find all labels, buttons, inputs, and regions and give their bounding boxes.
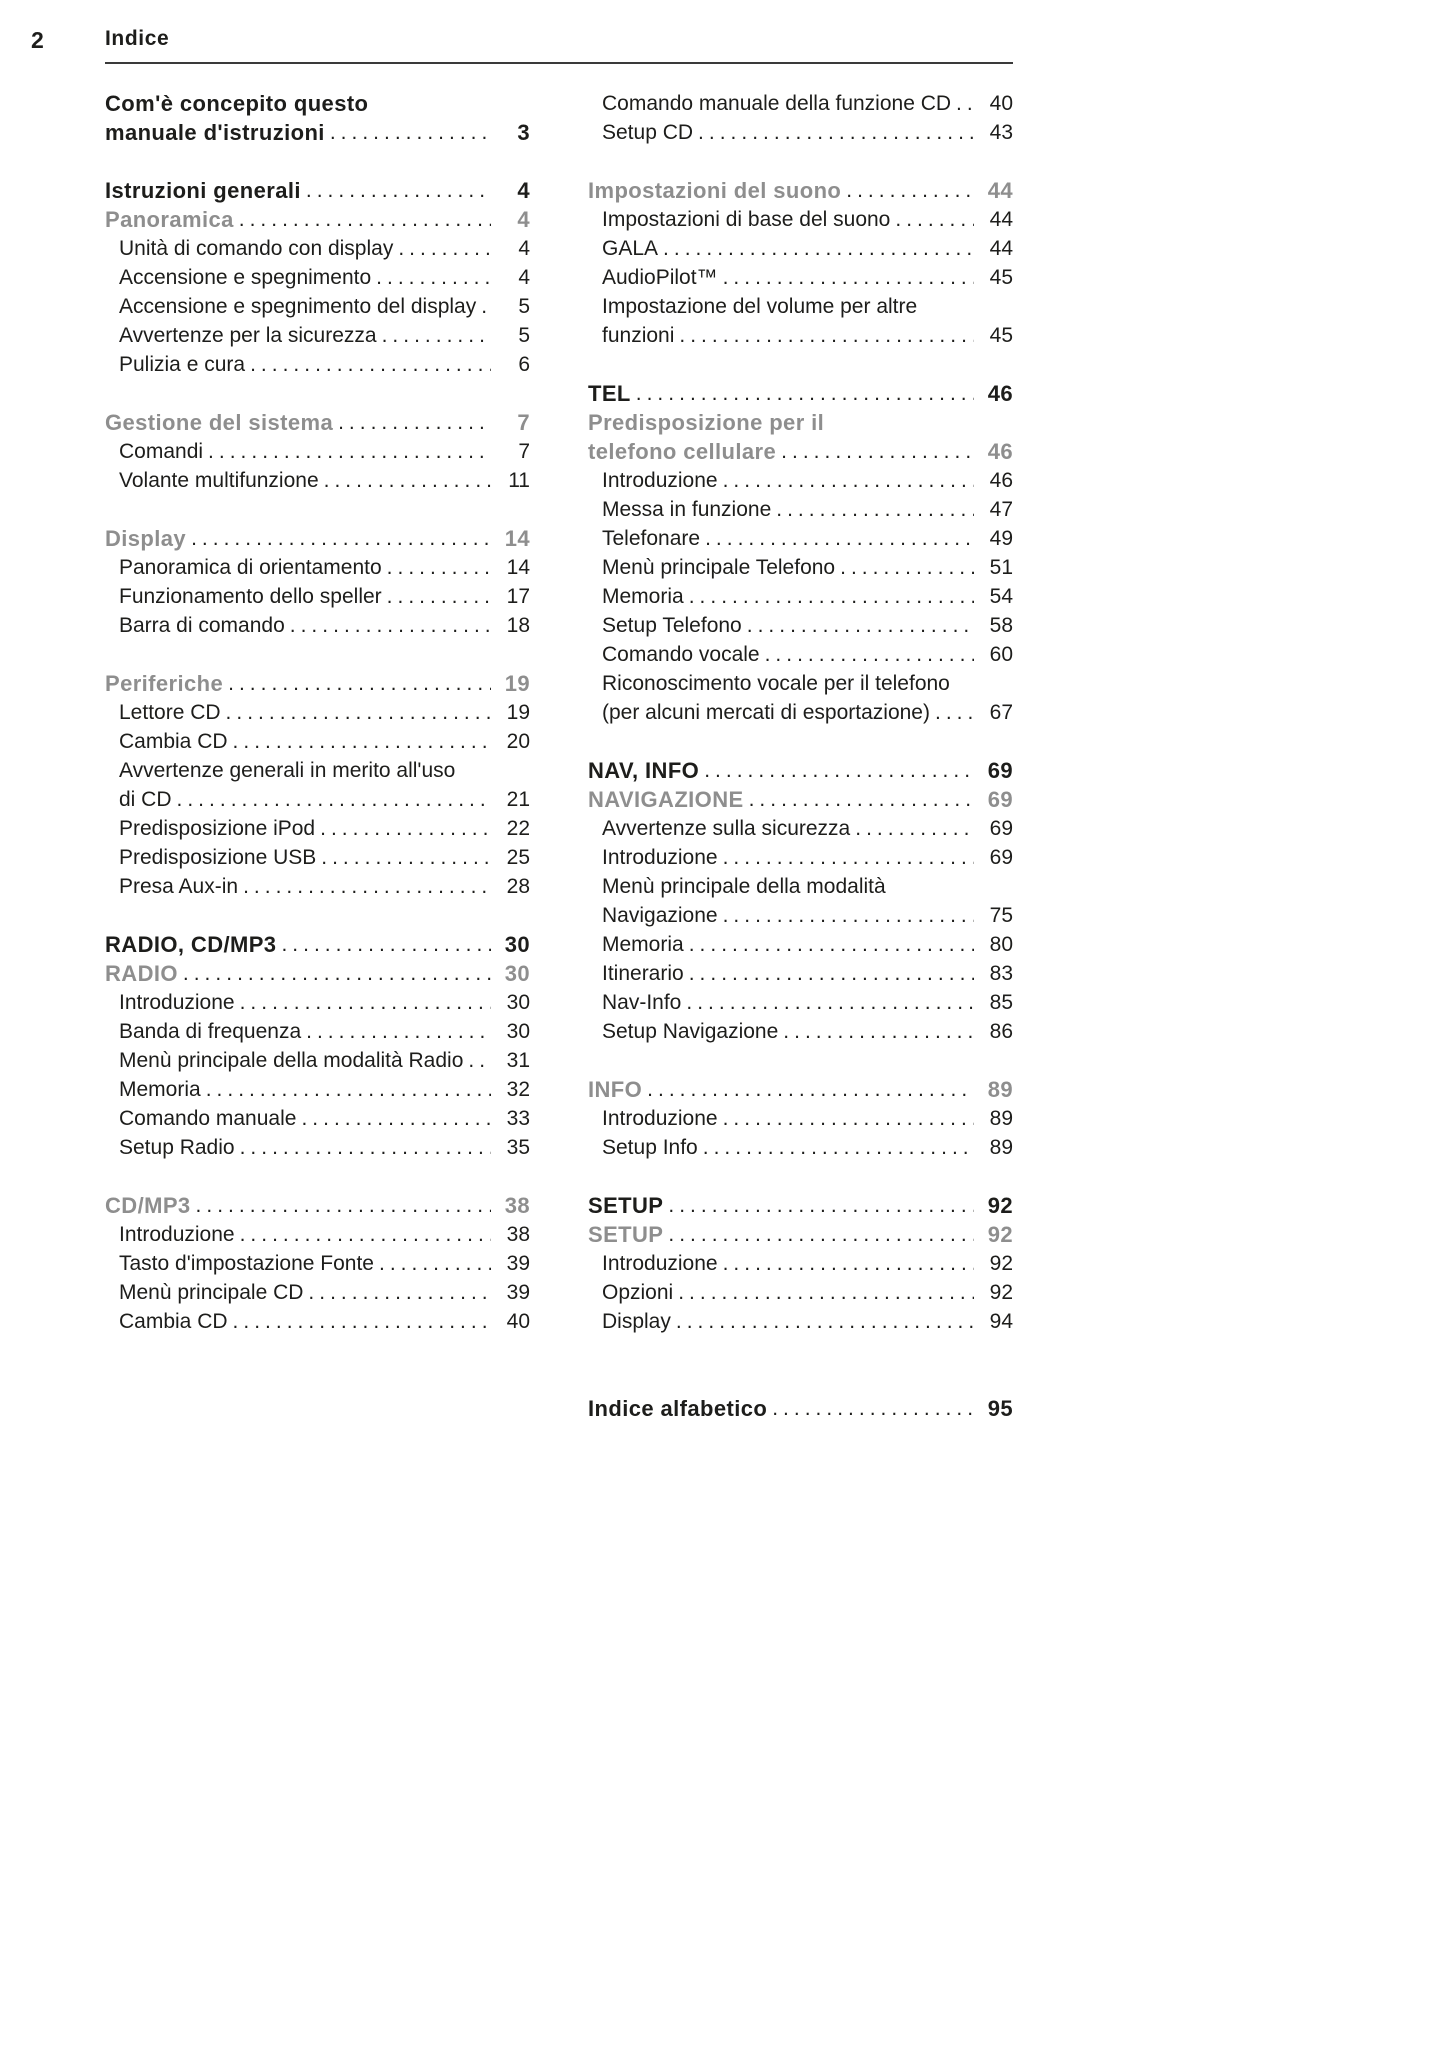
toc-dot-leader — [206, 1075, 491, 1104]
toc-entry-page: 94 — [989, 1310, 1013, 1333]
toc-entry — [588, 205, 1013, 234]
toc-entry-label: Predisposizione iPod — [119, 817, 316, 840]
toc-entry-label: Presa Aux-in — [119, 875, 239, 898]
toc-entry — [105, 930, 530, 959]
toc-entry — [588, 1017, 1013, 1046]
toc-entry — [588, 582, 1013, 611]
toc-dot-leader — [895, 205, 974, 234]
toc-entry-label: Unità di comando con display — [119, 237, 394, 260]
toc-entry-label: Comando vocale — [602, 643, 760, 666]
toc-entry-page: 18 — [506, 614, 530, 637]
toc-entry — [105, 814, 530, 843]
toc-entry — [588, 495, 1013, 524]
toc-dot-leader — [723, 263, 974, 292]
toc-entry-page: 46 — [989, 469, 1013, 492]
toc-entry-page: 38 — [506, 1223, 530, 1246]
toc-entry-label: Periferiche — [105, 671, 224, 696]
toc-entry-label: funzioni — [602, 324, 675, 347]
toc-entry-page: 83 — [989, 962, 1013, 985]
toc-entry-page: 92 — [989, 1252, 1013, 1275]
toc-dot-leader — [382, 321, 491, 350]
toc-entry-page: 89 — [987, 1077, 1013, 1102]
toc-entry-label: Panoramica — [105, 207, 234, 232]
toc-entry — [105, 437, 530, 466]
toc-entry — [105, 118, 530, 147]
toc-entry-page: 40 — [989, 92, 1013, 115]
toc-entry-page: 32 — [506, 1078, 530, 1101]
toc-entry — [105, 611, 530, 640]
toc-entry-page: 7 — [517, 410, 530, 435]
toc-dot-leader — [663, 234, 974, 263]
toc-dot-leader — [676, 1307, 974, 1336]
toc-entry-label: Setup Radio — [119, 1136, 235, 1159]
toc-dot-leader — [855, 814, 974, 843]
toc-entry-page: 31 — [506, 1049, 530, 1072]
toc-entry-label: AudioPilot™ — [602, 266, 718, 289]
toc-dot-leader — [233, 1307, 491, 1336]
toc-dot-leader — [281, 930, 491, 959]
toc-entry-page: 14 — [506, 556, 530, 579]
toc-entry-label: Telefonare — [602, 527, 701, 550]
toc-entry-label: Introduzione — [602, 1107, 718, 1130]
toc-entry — [588, 89, 1013, 118]
toc-entry — [588, 756, 1013, 785]
toc-entry-page: 33 — [506, 1107, 530, 1130]
toc-entry-label: Memoria — [602, 585, 684, 608]
toc-entry-page: 25 — [506, 846, 530, 869]
toc-entry — [105, 176, 530, 205]
toc-entry-page: 6 — [518, 353, 530, 376]
toc-dot-leader — [240, 988, 491, 1017]
page-header — [0, 0, 1444, 64]
toc-entry-page: 49 — [989, 527, 1013, 550]
toc-entry-page: 3 — [517, 120, 530, 145]
toc-entry-page: 92 — [989, 1281, 1013, 1304]
toc-entry — [588, 843, 1013, 872]
toc-entry-page: 85 — [989, 991, 1013, 1014]
toc-entry-page: 45 — [989, 324, 1013, 347]
toc-dot-leader — [749, 785, 974, 814]
page-number: 2 — [31, 27, 44, 53]
toc-entry-label: Introduzione — [602, 1252, 718, 1275]
toc-entry — [105, 1133, 530, 1162]
toc-entry — [588, 901, 1013, 930]
toc-entry-label: CD/MP3 — [105, 1193, 191, 1218]
toc-entry — [105, 988, 530, 1017]
toc-dot-leader — [686, 988, 974, 1017]
toc-entry — [588, 814, 1013, 843]
toc-dot-leader — [689, 582, 974, 611]
toc-entry-label: Setup Navigazione — [602, 1020, 779, 1043]
toc-dot-leader — [240, 1133, 491, 1162]
toc-dot-leader — [935, 698, 974, 727]
toc-entry-label: Istruzioni generali — [105, 178, 301, 203]
toc-dot-leader — [956, 89, 974, 118]
toc-dot-leader — [301, 1104, 491, 1133]
toc-entry-label: Cambia CD — [119, 1310, 228, 1333]
toc-entry — [588, 1307, 1013, 1336]
toc-entry-label: Comando manuale — [119, 1107, 297, 1130]
toc-entry-page: 92 — [987, 1222, 1013, 1247]
toc-entry — [105, 727, 530, 756]
toc-dot-leader — [240, 1220, 491, 1249]
toc-entry-page: 67 — [989, 701, 1013, 724]
toc-entry — [105, 1220, 530, 1249]
toc-entry-label: Setup Telefono — [602, 614, 742, 637]
toc-entry-label: Menù principale CD — [119, 1281, 304, 1304]
toc-entry-label: Itinerario — [602, 962, 684, 985]
toc-entry-page: 38 — [504, 1193, 530, 1218]
toc-entry-page: 30 — [504, 961, 530, 986]
toc-dot-leader — [723, 466, 974, 495]
toc-dot-leader — [723, 843, 974, 872]
toc-entry — [588, 988, 1013, 1017]
toc-entry — [588, 1075, 1013, 1104]
toc-dot-leader — [177, 785, 491, 814]
header-rule — [105, 62, 1013, 64]
toc-entry-label: Pulizia e cura — [119, 353, 246, 376]
toc-dot-leader — [306, 1017, 491, 1046]
toc-entry — [105, 1075, 530, 1104]
toc-entry — [588, 611, 1013, 640]
toc-entry — [105, 756, 530, 785]
toc-dot-leader — [679, 321, 974, 350]
toc-entry-label: Funzionamento dello speller — [119, 585, 382, 608]
toc-dot-leader — [723, 1104, 974, 1133]
toc-entry — [588, 1133, 1013, 1162]
toc-dot-leader — [678, 1278, 974, 1307]
toc-dot-leader — [668, 1191, 974, 1220]
toc-entry — [105, 321, 530, 350]
toc-dot-leader — [840, 553, 974, 582]
toc-entry — [588, 1220, 1013, 1249]
toc-dot-leader — [387, 553, 491, 582]
toc-entry — [105, 466, 530, 495]
toc-dot-leader — [320, 814, 491, 843]
toc-entry-page: 75 — [989, 904, 1013, 927]
toc-entry-label: Predisposizione USB — [119, 846, 317, 869]
toc-dot-leader — [308, 1278, 491, 1307]
toc-entry-page: 69 — [987, 758, 1013, 783]
toc-entry — [105, 1046, 530, 1075]
toc-entry-page: 45 — [989, 266, 1013, 289]
toc-entry-label: Introduzione — [602, 846, 718, 869]
toc-dot-leader — [228, 669, 491, 698]
toc-dot-leader — [191, 524, 491, 553]
toc-entry — [105, 872, 530, 901]
toc-entry — [105, 959, 530, 988]
toc-entry — [105, 698, 530, 727]
toc-entry — [588, 437, 1013, 466]
toc-entry-page: 86 — [989, 1020, 1013, 1043]
toc-entry — [105, 1278, 530, 1307]
toc-entry-page: 44 — [987, 178, 1013, 203]
toc-entry — [588, 466, 1013, 495]
toc-entry — [588, 263, 1013, 292]
toc-entry-label: Com'è concepito questo — [105, 91, 369, 116]
toc-dot-leader — [703, 1133, 974, 1162]
toc-entry-label: Indice alfabetico — [588, 1396, 768, 1421]
toc-entry-page: 54 — [989, 585, 1013, 608]
toc-entry-page: 19 — [506, 701, 530, 724]
toc-entry-label: Accensione e spegnimento del display — [119, 295, 477, 318]
toc-entry-label: Impostazione del volume per altre — [602, 295, 918, 318]
toc-dot-leader — [647, 1075, 974, 1104]
toc-entry — [588, 524, 1013, 553]
toc-column-right — [588, 89, 1013, 1423]
toc-entry-page: 40 — [506, 1310, 530, 1333]
toc-dot-leader — [290, 611, 491, 640]
toc-entry-page: 44 — [989, 208, 1013, 231]
toc-dot-leader — [747, 611, 974, 640]
toc-entry — [105, 785, 530, 814]
toc-entry — [588, 1104, 1013, 1133]
toc-dot-leader — [723, 901, 974, 930]
toc-dot-leader — [330, 118, 491, 147]
toc-entry-page: 39 — [506, 1281, 530, 1304]
toc-entry-label: Opzioni — [602, 1281, 674, 1304]
toc-entry-label: RADIO — [105, 961, 178, 986]
toc-entry-label: Menù principale della modalità Radio — [119, 1049, 464, 1072]
toc-dot-leader — [636, 379, 974, 408]
toc-entry-page: 5 — [518, 295, 530, 318]
toc-entry-label: Riconoscimento vocale per il telefono — [602, 672, 950, 695]
toc-entry-page: 46 — [987, 439, 1013, 464]
toc-entry — [105, 553, 530, 582]
toc-dot-leader — [243, 872, 491, 901]
toc-entry — [588, 176, 1013, 205]
toc-entry-label: Panoramica di orientamento — [119, 556, 382, 579]
toc-entry-label: Volante multifunzione — [119, 469, 319, 492]
toc-entry — [588, 872, 1013, 901]
toc-entry-label: Avvertenze generali in merito all'uso — [119, 759, 456, 782]
toc-entry-page: 7 — [518, 440, 530, 463]
toc-entry-page: 46 — [987, 381, 1013, 406]
toc-entry — [588, 234, 1013, 263]
toc-dot-leader — [233, 727, 491, 756]
toc-dot-leader — [783, 1017, 974, 1046]
toc-entry-label: Setup Info — [602, 1136, 698, 1159]
toc-entry-label: SETUP — [588, 1222, 664, 1247]
toc-entry-label: Avvertenze per la sicurezza — [119, 324, 377, 347]
toc-dot-leader — [776, 495, 974, 524]
toc — [105, 89, 1444, 1423]
toc-entry-page: 30 — [504, 932, 530, 957]
toc-entry-page: 4 — [517, 207, 530, 232]
toc-entry — [588, 930, 1013, 959]
toc-entry-label: TEL — [588, 381, 631, 406]
toc-entry-label: Comandi — [119, 440, 204, 463]
toc-entry-page: 28 — [506, 875, 530, 898]
toc-dot-leader — [338, 408, 491, 437]
toc-entry-page: 21 — [506, 788, 530, 811]
toc-entry — [105, 843, 530, 872]
toc-entry-label: Navigazione — [602, 904, 718, 927]
toc-entry-page: 17 — [506, 585, 530, 608]
toc-dot-leader — [306, 176, 491, 205]
toc-entry-label: NAV, INFO — [588, 758, 700, 783]
toc-entry — [588, 1249, 1013, 1278]
toc-entry-page: 58 — [989, 614, 1013, 637]
toc-entry-label: Impostazioni del suono — [588, 178, 842, 203]
toc-entry — [588, 959, 1013, 988]
toc-entry — [588, 321, 1013, 350]
toc-entry-page: 69 — [989, 817, 1013, 840]
toc-entry — [105, 1017, 530, 1046]
toc-dot-leader — [226, 698, 491, 727]
toc-dot-leader — [379, 1249, 491, 1278]
toc-entry — [588, 698, 1013, 727]
toc-dot-leader — [705, 524, 974, 553]
toc-dot-leader — [376, 263, 491, 292]
toc-entry-label: telefono cellulare — [588, 439, 777, 464]
toc-entry-page: 89 — [989, 1136, 1013, 1159]
toc-entry-page: 39 — [506, 1252, 530, 1275]
toc-entry-label: Barra di comando — [119, 614, 285, 637]
toc-entry-page: 14 — [504, 526, 530, 551]
toc-dot-leader — [183, 959, 491, 988]
toc-entry-page: 89 — [989, 1107, 1013, 1130]
toc-entry — [105, 1249, 530, 1278]
toc-dot-leader — [387, 582, 491, 611]
toc-dot-leader — [324, 466, 491, 495]
toc-entry-label: Lettore CD — [119, 701, 221, 724]
toc-entry — [105, 263, 530, 292]
toc-entry-page: 19 — [504, 671, 530, 696]
toc-entry-page: 5 — [518, 324, 530, 347]
toc-entry — [105, 205, 530, 234]
toc-entry-page: 4 — [517, 178, 530, 203]
toc-entry — [588, 640, 1013, 669]
toc-entry-page: 69 — [987, 787, 1013, 812]
toc-entry-page: 11 — [508, 469, 530, 492]
toc-dot-leader — [481, 292, 491, 321]
toc-entry-label: Introduzione — [119, 991, 235, 1014]
toc-entry — [105, 1191, 530, 1220]
toc-entry-page: 30 — [506, 1020, 530, 1043]
toc-entry-page: 51 — [989, 556, 1013, 579]
toc-dot-leader — [781, 437, 974, 466]
toc-dot-leader — [689, 959, 974, 988]
toc-entry — [105, 582, 530, 611]
toc-entry — [105, 89, 530, 118]
toc-entry-page: 47 — [989, 498, 1013, 521]
toc-entry-page: 44 — [989, 237, 1013, 260]
toc-dot-leader — [765, 640, 974, 669]
toc-entry-label: RADIO, CD/MP3 — [105, 932, 277, 957]
toc-dot-leader — [250, 350, 491, 379]
toc-entry — [588, 1191, 1013, 1220]
toc-entry — [588, 669, 1013, 698]
toc-entry-label: Comando manuale della funzione CD — [602, 92, 952, 115]
toc-entry-page: 4 — [518, 237, 530, 260]
toc-dot-leader — [704, 756, 974, 785]
toc-entry — [105, 524, 530, 553]
toc-entry-page: 69 — [989, 846, 1013, 869]
toc-dot-leader — [772, 1394, 974, 1423]
toc-dot-leader — [668, 1220, 974, 1249]
toc-entry — [588, 408, 1013, 437]
toc-entry — [105, 234, 530, 263]
toc-entry-page: 20 — [506, 730, 530, 753]
toc-entry-label: Impostazioni di base del suono — [602, 208, 891, 231]
page-title: Indice — [105, 27, 170, 50]
toc-entry-label: Menù principale Telefono — [602, 556, 836, 579]
toc-entry-label: Accensione e spegnimento — [119, 266, 372, 289]
toc-entry-label: Gestione del sistema — [105, 410, 334, 435]
toc-entry-label: SETUP — [588, 1193, 664, 1218]
toc-entry-page: 4 — [518, 266, 530, 289]
toc-entry-label: Messa in funzione — [602, 498, 772, 521]
toc-entry-label: Tasto d'impostazione Fonte — [119, 1252, 374, 1275]
toc-entry-page: 22 — [506, 817, 530, 840]
toc-entry-label: Avvertenze sulla sicurezza — [602, 817, 851, 840]
toc-dot-leader — [698, 118, 974, 147]
toc-dot-leader — [321, 843, 491, 872]
toc-entry-page: 43 — [989, 121, 1013, 144]
toc-entry-label: Memoria — [602, 933, 684, 956]
toc-entry-label: Cambia CD — [119, 730, 228, 753]
toc-entry-page: 60 — [989, 643, 1013, 666]
toc-entry-page: 92 — [987, 1193, 1013, 1218]
toc-entry-label: Introduzione — [119, 1223, 235, 1246]
toc-entry — [588, 379, 1013, 408]
toc-entry-label: Menù principale della modalità — [602, 875, 886, 898]
toc-entry — [105, 1307, 530, 1336]
toc-entry-label: NAVIGAZIONE — [588, 787, 744, 812]
toc-dot-leader — [723, 1249, 974, 1278]
toc-entry — [105, 408, 530, 437]
toc-entry — [588, 292, 1013, 321]
toc-entry-label: Display — [105, 526, 187, 551]
toc-column-left — [105, 89, 530, 1423]
toc-entry-label: INFO — [588, 1077, 643, 1102]
toc-dot-leader — [239, 205, 491, 234]
toc-entry-label: Banda di frequenza — [119, 1020, 302, 1043]
toc-entry-label: GALA — [602, 237, 659, 260]
toc-entry-label: (per alcuni mercati di esportazione) — [602, 701, 930, 724]
toc-dot-leader — [208, 437, 491, 466]
toc-entry-label: Predisposizione per il — [588, 410, 825, 435]
toc-entry-label: Introduzione — [602, 469, 718, 492]
toc-dot-leader — [689, 930, 974, 959]
toc-entry — [588, 1394, 1013, 1423]
toc-entry — [588, 553, 1013, 582]
toc-entry — [588, 118, 1013, 147]
toc-entry — [105, 669, 530, 698]
toc-entry — [105, 1104, 530, 1133]
toc-dot-leader — [398, 234, 491, 263]
toc-entry — [588, 1278, 1013, 1307]
toc-entry — [105, 350, 530, 379]
toc-entry-label: Memoria — [119, 1078, 201, 1101]
toc-dot-leader — [196, 1191, 491, 1220]
toc-entry-page: 30 — [506, 991, 530, 1014]
toc-entry-page: 80 — [989, 933, 1013, 956]
toc-entry-label: Nav-Info — [602, 991, 682, 1014]
toc-entry-page: 35 — [506, 1136, 530, 1159]
toc-entry-label: manuale d'istruzioni — [105, 120, 325, 145]
toc-dot-leader — [846, 176, 974, 205]
toc-entry-label: Setup CD — [602, 121, 694, 144]
toc-entry — [588, 785, 1013, 814]
toc-entry-label: Display — [602, 1310, 671, 1333]
toc-entry — [105, 292, 530, 321]
toc-entry-label: di CD — [119, 788, 172, 811]
toc-entry-page: 95 — [987, 1396, 1013, 1421]
toc-dot-leader — [468, 1046, 491, 1075]
